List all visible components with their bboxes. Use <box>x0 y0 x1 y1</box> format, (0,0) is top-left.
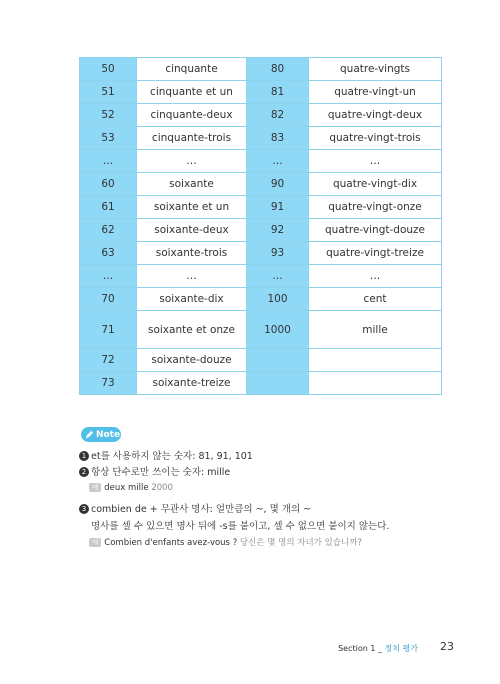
table-row <box>80 311 442 349</box>
example-korean: 2000 <box>151 483 173 493</box>
number-circle: 3 <box>79 504 89 514</box>
note-badge <box>81 427 121 442</box>
word-cell: … <box>137 150 247 173</box>
word-cell: … <box>309 265 442 288</box>
number-cell: 93 <box>247 242 309 265</box>
word-cell: cent <box>309 288 442 311</box>
word-cell: … <box>309 150 442 173</box>
example-french: deux mille <box>104 483 149 493</box>
number-cell: 63 <box>80 242 137 265</box>
table-row <box>80 219 442 242</box>
example-tag: 예 <box>89 538 101 547</box>
example-korean: 당신은 몇 명의 자녀가 있습니까? <box>239 538 362 548</box>
table-row <box>80 81 442 104</box>
note-item-2 <box>79 464 230 478</box>
example-french: Combien d'enfants avez-vous ? <box>104 538 238 548</box>
word-cell: quatre-vingt-deux <box>309 104 442 127</box>
number-cell: 71 <box>80 311 137 349</box>
example-tag: 예 <box>89 483 101 492</box>
number-cell: 52 <box>80 104 137 127</box>
number-cell: 92 <box>247 219 309 242</box>
word-cell: quatre-vingt-un <box>309 81 442 104</box>
word-cell <box>309 372 442 395</box>
word-cell: cinquante-trois <box>137 127 247 150</box>
table-row <box>80 104 442 127</box>
note-item-3-detail: 명사를 셀 수 있으면 명사 뒤에 -s를 붙이고, 셀 수 없으면 붙이지 않는다. <box>91 521 390 532</box>
word-cell: soixante-deux <box>137 219 247 242</box>
number-cell <box>247 349 309 372</box>
word-cell: quatre-vingts <box>309 58 442 81</box>
number-cell: 83 <box>247 127 309 150</box>
table-row <box>80 265 442 288</box>
note-item-text: 항상 단수로만 쓰이는 숫자: mille <box>91 467 231 478</box>
number-cell: 61 <box>80 196 137 219</box>
word-cell: quatre-vingt-dix <box>309 173 442 196</box>
word-cell: quatre-vingt-treize <box>309 242 442 265</box>
pencil-icon <box>85 430 94 439</box>
table-row <box>80 127 442 150</box>
number-circle: 1 <box>79 451 89 461</box>
number-table <box>79 57 442 395</box>
word-cell <box>309 349 442 372</box>
note-item-text: et를 사용하지 않는 숫자: 81, 91, 101 <box>91 451 253 462</box>
number-cell: 53 <box>80 127 137 150</box>
footer-section: Section 1 _ 정치 평가 <box>338 644 418 653</box>
example-1 <box>89 483 173 493</box>
number-circle: 2 <box>79 467 89 477</box>
number-cell: 60 <box>80 173 137 196</box>
number-cell: 51 <box>80 81 137 104</box>
note-item-text: combien de + 무관사 명사: 얼만큼의 ~, 몇 개의 ~ <box>91 504 312 515</box>
table-row <box>80 288 442 311</box>
number-cell: 73 <box>80 372 137 395</box>
word-cell: soixante <box>137 173 247 196</box>
number-cell: 90 <box>247 173 309 196</box>
word-cell: cinquante-deux <box>137 104 247 127</box>
page-number: 23 <box>440 640 454 653</box>
word-cell: … <box>137 265 247 288</box>
word-cell: cinquante <box>137 58 247 81</box>
word-cell: soixante-treize <box>137 372 247 395</box>
word-cell: quatre-vingt-trois <box>309 127 442 150</box>
table-row <box>80 150 442 173</box>
table-row <box>80 196 442 219</box>
word-cell: soixante-dix <box>137 288 247 311</box>
number-cell: 62 <box>80 219 137 242</box>
word-cell: cinquante et un <box>137 81 247 104</box>
number-cell: … <box>80 150 137 173</box>
number-cell: 72 <box>80 349 137 372</box>
note-badge-label: Note <box>96 429 121 440</box>
number-cell <box>247 372 309 395</box>
number-cell: 50 <box>80 58 137 81</box>
number-cell: 70 <box>80 288 137 311</box>
number-cell: 81 <box>247 81 309 104</box>
word-cell: quatre-vingt-onze <box>309 196 442 219</box>
example-2 <box>89 536 362 548</box>
number-cell: 82 <box>247 104 309 127</box>
note-item-1 <box>79 448 253 462</box>
note-item-3 <box>79 501 311 515</box>
number-cell: 1000 <box>247 311 309 349</box>
number-cell: … <box>247 265 309 288</box>
word-cell: soixante et onze <box>137 311 247 349</box>
number-cell: 100 <box>247 288 309 311</box>
table-row <box>80 173 442 196</box>
table-row <box>80 242 442 265</box>
number-cell: … <box>80 265 137 288</box>
number-cell: 91 <box>247 196 309 219</box>
word-cell: soixante et un <box>137 196 247 219</box>
number-cell: 80 <box>247 58 309 81</box>
word-cell: mille <box>309 311 442 349</box>
word-cell: quatre-vingt-douze <box>309 219 442 242</box>
word-cell: soixante-douze <box>137 349 247 372</box>
table-row <box>80 372 442 395</box>
table-row <box>80 349 442 372</box>
table-row <box>80 58 442 81</box>
number-cell: … <box>247 150 309 173</box>
word-cell: soixante-trois <box>137 242 247 265</box>
